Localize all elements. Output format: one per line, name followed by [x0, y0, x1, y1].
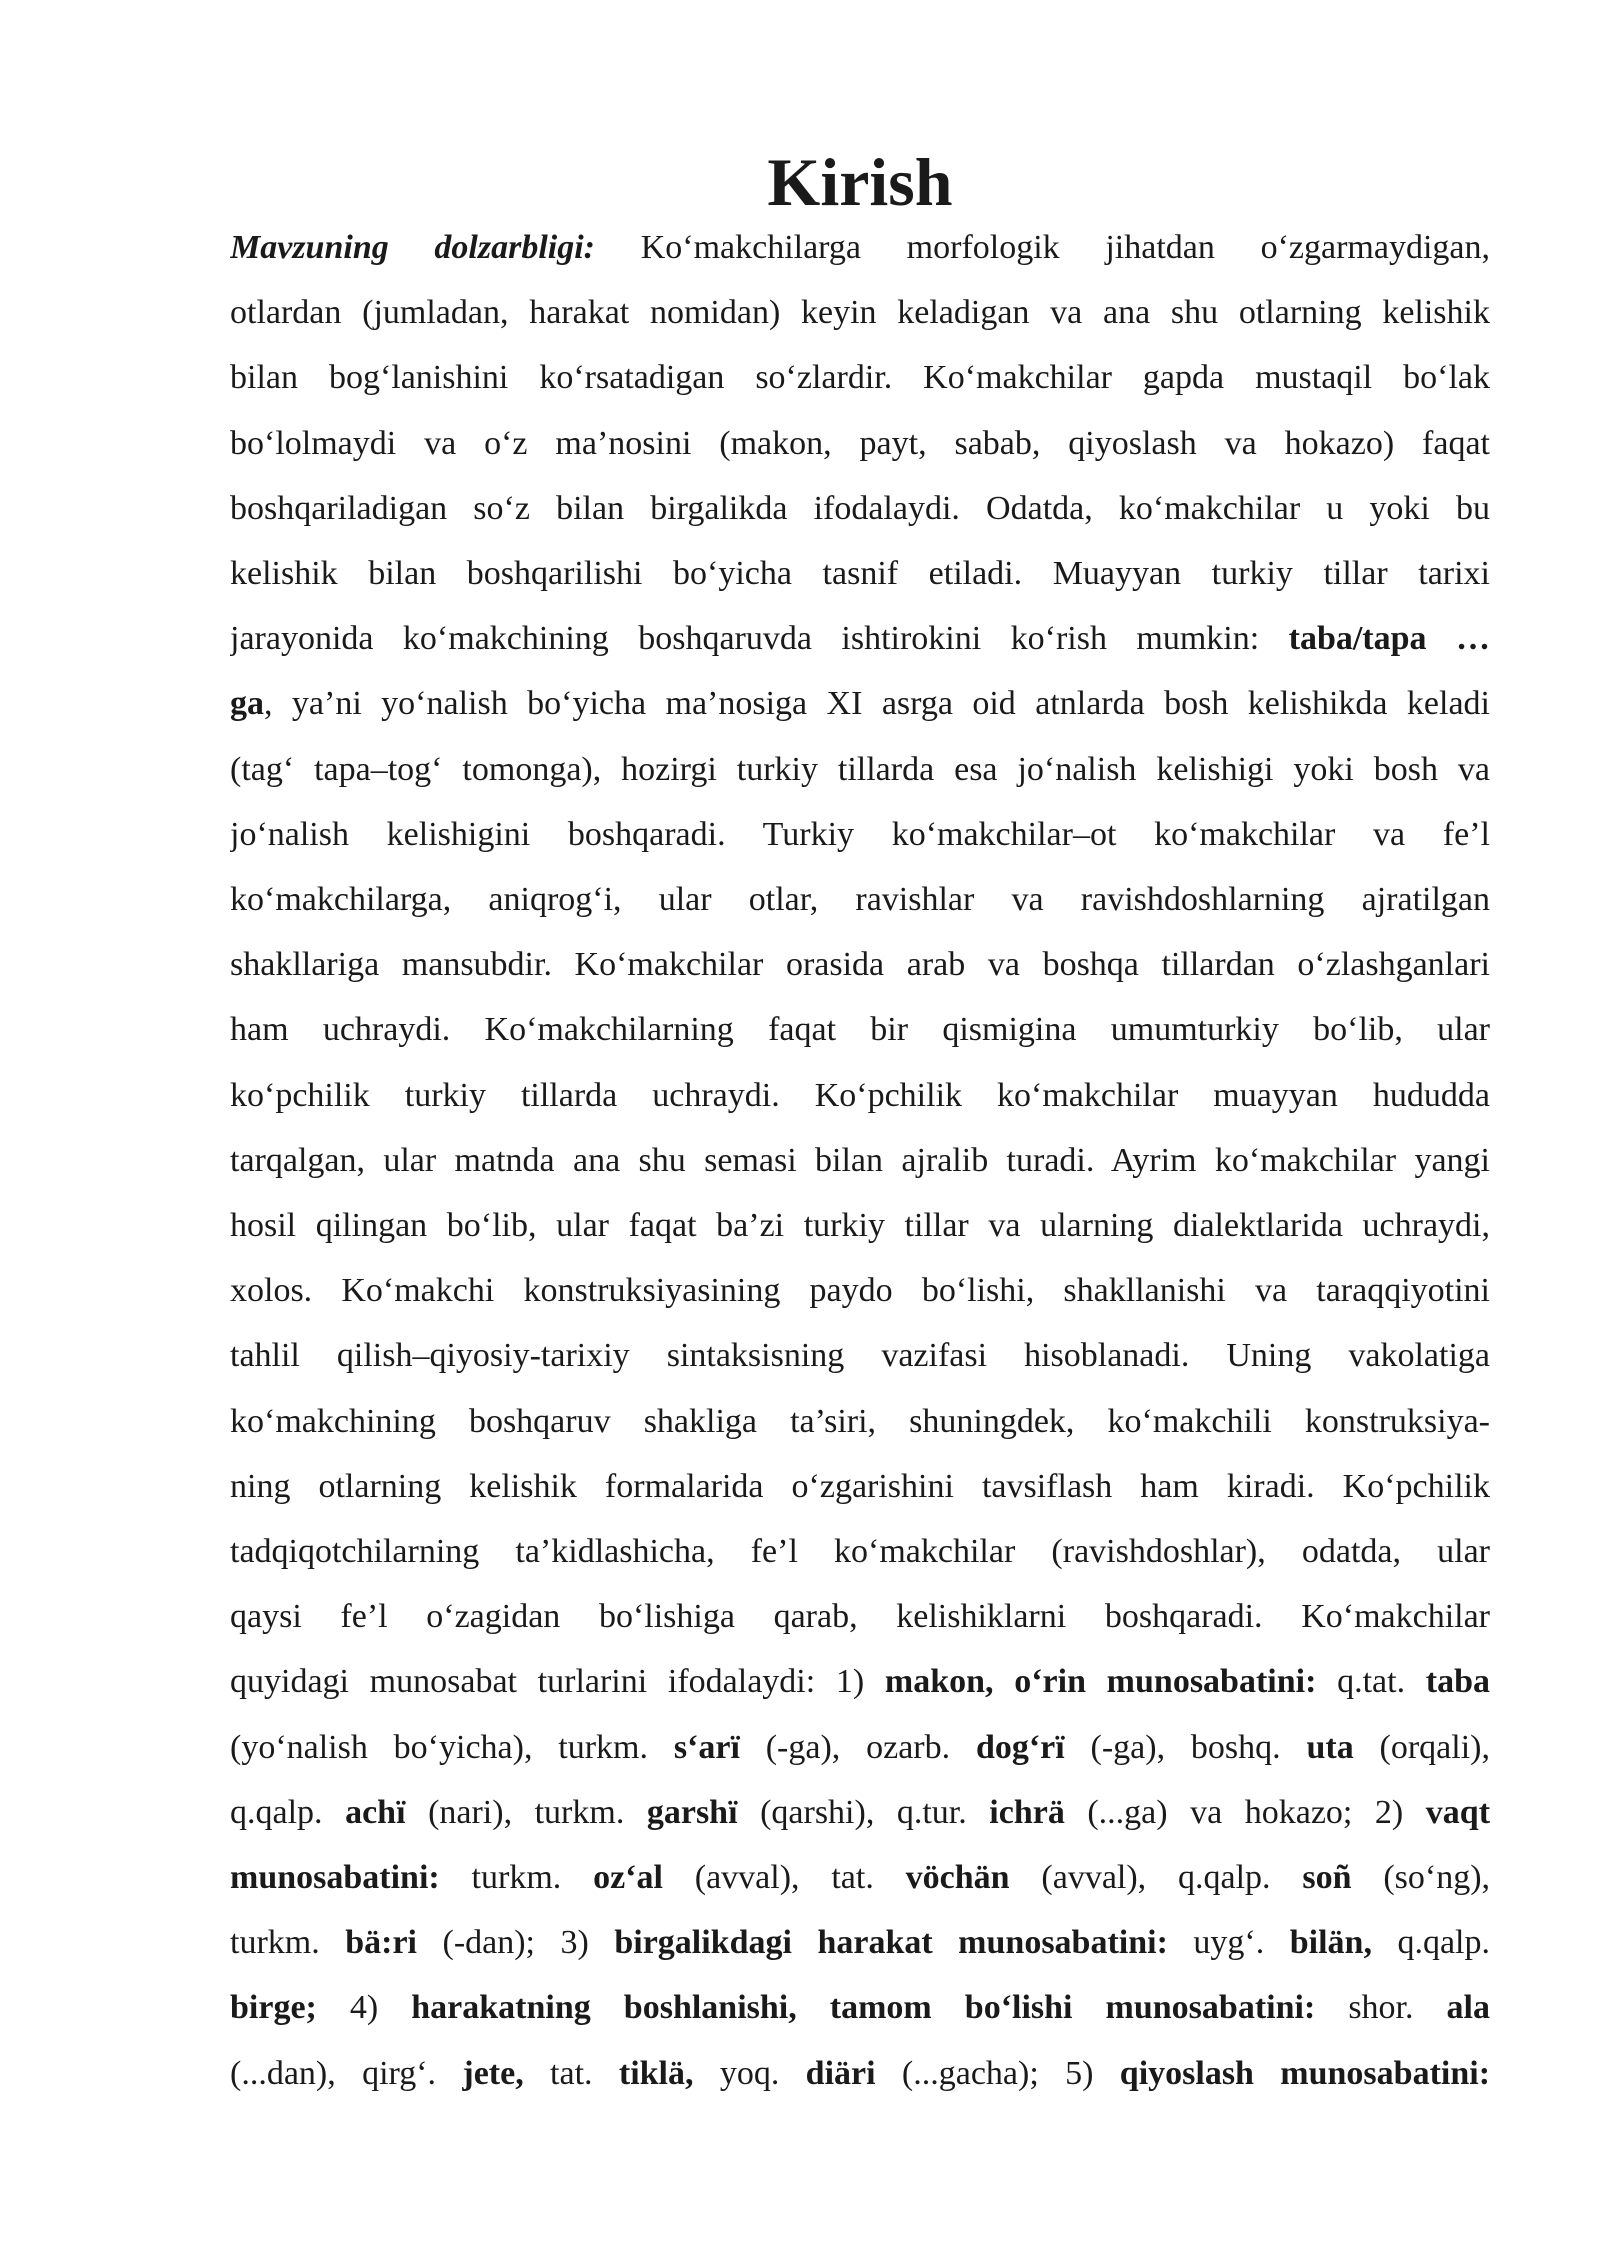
bold-term: diäri: [805, 2054, 876, 2092]
text-line: [230, 345, 1490, 410]
text-line-content: [230, 1337, 1490, 1374]
text-line: [230, 1715, 1490, 1780]
text-run: (...dan), qirg‘.: [230, 2054, 463, 2092]
text-run: turkm.: [439, 1859, 594, 1897]
text-line-content: [230, 1077, 1490, 1114]
text-line: [230, 737, 1490, 802]
bold-term: munosabatini:: [230, 1859, 440, 1897]
bold-term: garshï: [646, 1793, 738, 1831]
bold-term: soñ: [1302, 1859, 1352, 1897]
text-line: [230, 1910, 1490, 1975]
text-line: [230, 476, 1490, 541]
text-run: (...gacha); 5): [875, 2054, 1120, 2092]
text-line: [230, 1780, 1490, 1845]
text-line: [230, 1389, 1490, 1454]
text-line-content: [230, 1011, 1490, 1048]
text-line: [230, 215, 1490, 280]
text-line-content: [230, 1729, 1490, 1766]
text-run: jo‘nalish kelishigini boshqaradi. Turkiy ko‘makchilar–ot ko‘makchilar va fe’l: [230, 815, 1490, 853]
text-run: tat.: [523, 2054, 619, 2092]
text-line: [230, 1975, 1490, 2040]
text-run: (orqali),: [1353, 1728, 1490, 1766]
text-run: ko‘makchining boshqaruv shakliga ta’siri, shuningdek, ko‘makchili konstruksiya-: [230, 1402, 1490, 1440]
bold-term: vöchän: [905, 1859, 1010, 1897]
bold-term: birgalikdagi harakat munosabatini:: [614, 1924, 1168, 1962]
text-line-content: [230, 359, 1490, 396]
bold-term: qiyoslash munosabatini:: [1119, 2054, 1490, 2092]
text-run: bilan bog‘lanishini ko‘rsatadigan so‘zlardir. Ko‘makchilar gapda mustaqil bo‘lak: [230, 359, 1490, 397]
text-line: [230, 1258, 1490, 1323]
text-line: [230, 606, 1490, 671]
text-line-content: [230, 425, 1490, 462]
text-line: [230, 1519, 1490, 1584]
text-run: (tag‘ tapa–tog‘ tomonga), hozirgi turkiy tillarda esa jo‘nalish kelishigi yoki bosh va: [230, 750, 1490, 788]
text-line: [230, 2041, 1490, 2106]
text-line: [230, 411, 1490, 476]
text-run: ham uchraydi. Ko‘makchilarning faqat bir qismigina umumturkiy bo‘lib, ular: [230, 1011, 1490, 1049]
text-line-content: [230, 229, 1490, 266]
text-line-content: [230, 946, 1490, 983]
bold-term: oz‘al: [593, 1859, 663, 1897]
text-run: (nari), turkm.: [405, 1793, 647, 1831]
text-run: q.tat.: [1316, 1663, 1426, 1701]
text-line-content: [230, 490, 1490, 527]
text-line-content: [230, 1989, 1490, 2026]
bold-term: uta: [1306, 1728, 1354, 1766]
text-line: [230, 1845, 1490, 1910]
text-line: [230, 1454, 1490, 1519]
text-run: tahlil qilish–qiyosiy-tarixiy sintaksisning vazifasi hisoblanadi. Uning vakolatiga: [230, 1337, 1490, 1375]
text-run: bo‘lolmaydi va o‘z ma’nosini (makon, payt, sabab, qiyoslash va hokazo) faqat: [230, 424, 1490, 462]
text-run: (yo‘nalish bo‘yicha), turkm.: [230, 1728, 674, 1766]
text-line: [230, 1128, 1490, 1193]
text-run: qaysi fe’l o‘zagidan bo‘lishiga qarab, kelishiklarni boshqaradi. Ko‘makchilar: [230, 1598, 1490, 1636]
text-line-content: [230, 620, 1490, 657]
bold-term: s‘arï: [673, 1728, 740, 1766]
text-run: ko‘pchilik turkiy tillarda uchraydi. Ko‘pchilik ko‘makchilar muayyan hududda: [230, 1076, 1490, 1114]
text-line-content: [230, 294, 1490, 331]
text-line: [230, 1584, 1490, 1649]
text-run: kelishik bilan boshqarilishi bo‘yicha tasnif etiladi. Muayyan turkiy tillar tarixi: [230, 555, 1490, 593]
text-line: [230, 1649, 1490, 1714]
text-run: (so‘ng),: [1351, 1859, 1490, 1897]
text-run: tadqiqotchilarning ta’kidlashicha, fe’l ko‘makchilar (ravishdoshlar), odatda, ular: [230, 1533, 1490, 1571]
text-line: [230, 541, 1490, 606]
text-line-content: [230, 751, 1490, 788]
text-line-content: [230, 685, 1490, 722]
text-run: yoq.: [693, 2054, 806, 2092]
text-run: ning otlarning kelishik formalarida o‘zgarishini tavsiflash ham kiradi. Ko‘pchilik: [230, 1467, 1490, 1505]
body-paragraph: [230, 215, 1490, 2106]
text-line: [230, 867, 1490, 932]
text-run: hosil qilingan bo‘lib, ular faqat ba’zi turkiy tillar va ularning dialektlarida uchraydi,: [230, 1207, 1490, 1245]
text-line-content: [230, 1924, 1490, 1961]
bold-term: achï: [345, 1793, 406, 1831]
text-line-content: [230, 1794, 1490, 1831]
text-line-content: [230, 1142, 1490, 1179]
text-run: , ya’ni yo‘nalish bo‘yicha ma’nosiga XI asrga oid atnlarda bosh kelishikda keladi: [264, 685, 1490, 723]
bold-term: birge;: [230, 1989, 317, 2027]
text-run: tarqalgan, ular matnda ana shu semasi bilan ajralib turadi. Ayrim ko‘makchilar yangi: [230, 1141, 1490, 1179]
text-run: quyidagi munosabat turlarini ifodalaydi: 1): [230, 1663, 885, 1701]
bold-term: ichrä: [989, 1793, 1065, 1831]
text-run: (avval), q.qalp.: [1009, 1859, 1303, 1897]
text-run: (avval), tat.: [662, 1859, 906, 1897]
text-line-content: [230, 1663, 1490, 1700]
text-run: (-dan); 3): [417, 1924, 615, 1962]
text-run: Ko‘makchilarga morfologik jihatdan o‘zgarmaydigan,: [595, 229, 1490, 266]
bold-term: harakatning boshlanishi, tamom bo‘lishi munosabatini:: [411, 1989, 1316, 2027]
text-line-content: [230, 1272, 1490, 1309]
text-run: shakllariga mansubdir. Ko‘makchilar orasida arab va boshqa tillardan o‘zlashganlari: [230, 946, 1490, 984]
text-line: [230, 802, 1490, 867]
text-run: xolos. Ko‘makchi konstruksiyasining paydo bo‘lishi, shakllanishi va taraqqiyotini: [230, 1272, 1490, 1310]
text-line-content: [230, 1598, 1490, 1635]
text-line-content: [230, 1468, 1490, 1505]
text-run: q.qalp.: [1371, 1924, 1490, 1962]
text-line: [230, 671, 1490, 736]
text-run: boshqariladigan so‘z bilan birgalikda ifodalaydi. Odatda, ko‘makchilar u yoki bu: [230, 489, 1490, 527]
text-line-content: [230, 1859, 1490, 1896]
page-title: Kirish: [767, 144, 953, 220]
bold-term: ala: [1446, 1989, 1490, 2027]
text-run: q.qalp.: [230, 1793, 346, 1831]
bold-term: bä:ri: [345, 1924, 417, 1962]
bold-term: ga: [230, 685, 264, 723]
text-run: (qarshi), q.tur.: [737, 1793, 990, 1831]
bold-term: bilän,: [1289, 1924, 1372, 1962]
text-run: jarayonida ko‘makchining boshqaruvda ishtirokini ko‘rish mumkin:: [230, 620, 1289, 658]
text-run: 4): [316, 1989, 412, 2027]
lead-label: Mavzuning dolzarbligi:: [230, 229, 595, 266]
text-line-content: [230, 881, 1490, 918]
text-run: ko‘makchilarga, aniqrog‘i, ular otlar, ravishlar va ravishdoshlarning ajratilgan: [230, 881, 1490, 919]
text-line-content: [230, 1207, 1490, 1244]
text-line: [230, 997, 1490, 1062]
bold-term: jete,: [462, 2054, 524, 2092]
text-run: (-ga), ozarb.: [739, 1728, 976, 1766]
text-run: uyg‘.: [1167, 1924, 1290, 1962]
text-run: shor.: [1315, 1989, 1447, 2027]
text-line-content: [230, 555, 1490, 592]
text-line: [230, 1193, 1490, 1258]
bold-term: tiklä,: [618, 2054, 694, 2092]
bold-term: makon, o‘rin munosabatini:: [884, 1663, 1317, 1701]
text-line: [230, 280, 1490, 345]
text-run: (-ga), boshq.: [1064, 1728, 1307, 1766]
text-line-content: [230, 2055, 1490, 2092]
text-run: otlardan (jumladan, harakat nomidan) keyin keladigan va ana shu otlarning kelishik: [230, 294, 1490, 332]
text-line-content: [230, 1403, 1490, 1440]
bold-term: vaqt: [1425, 1793, 1490, 1831]
bold-term: taba/tapa …: [1288, 620, 1490, 658]
text-run: turkm.: [230, 1924, 346, 1962]
text-line: [230, 1063, 1490, 1128]
text-run: (...ga) va hokazo; 2): [1064, 1793, 1426, 1831]
text-line: [230, 1323, 1490, 1388]
bold-term: dog‘rï: [975, 1728, 1065, 1766]
bold-term: taba: [1425, 1663, 1490, 1701]
text-line: [230, 932, 1490, 997]
document-page: [230, 144, 1490, 2106]
text-line-content: [230, 816, 1490, 853]
text-line-content: [230, 1533, 1490, 1570]
